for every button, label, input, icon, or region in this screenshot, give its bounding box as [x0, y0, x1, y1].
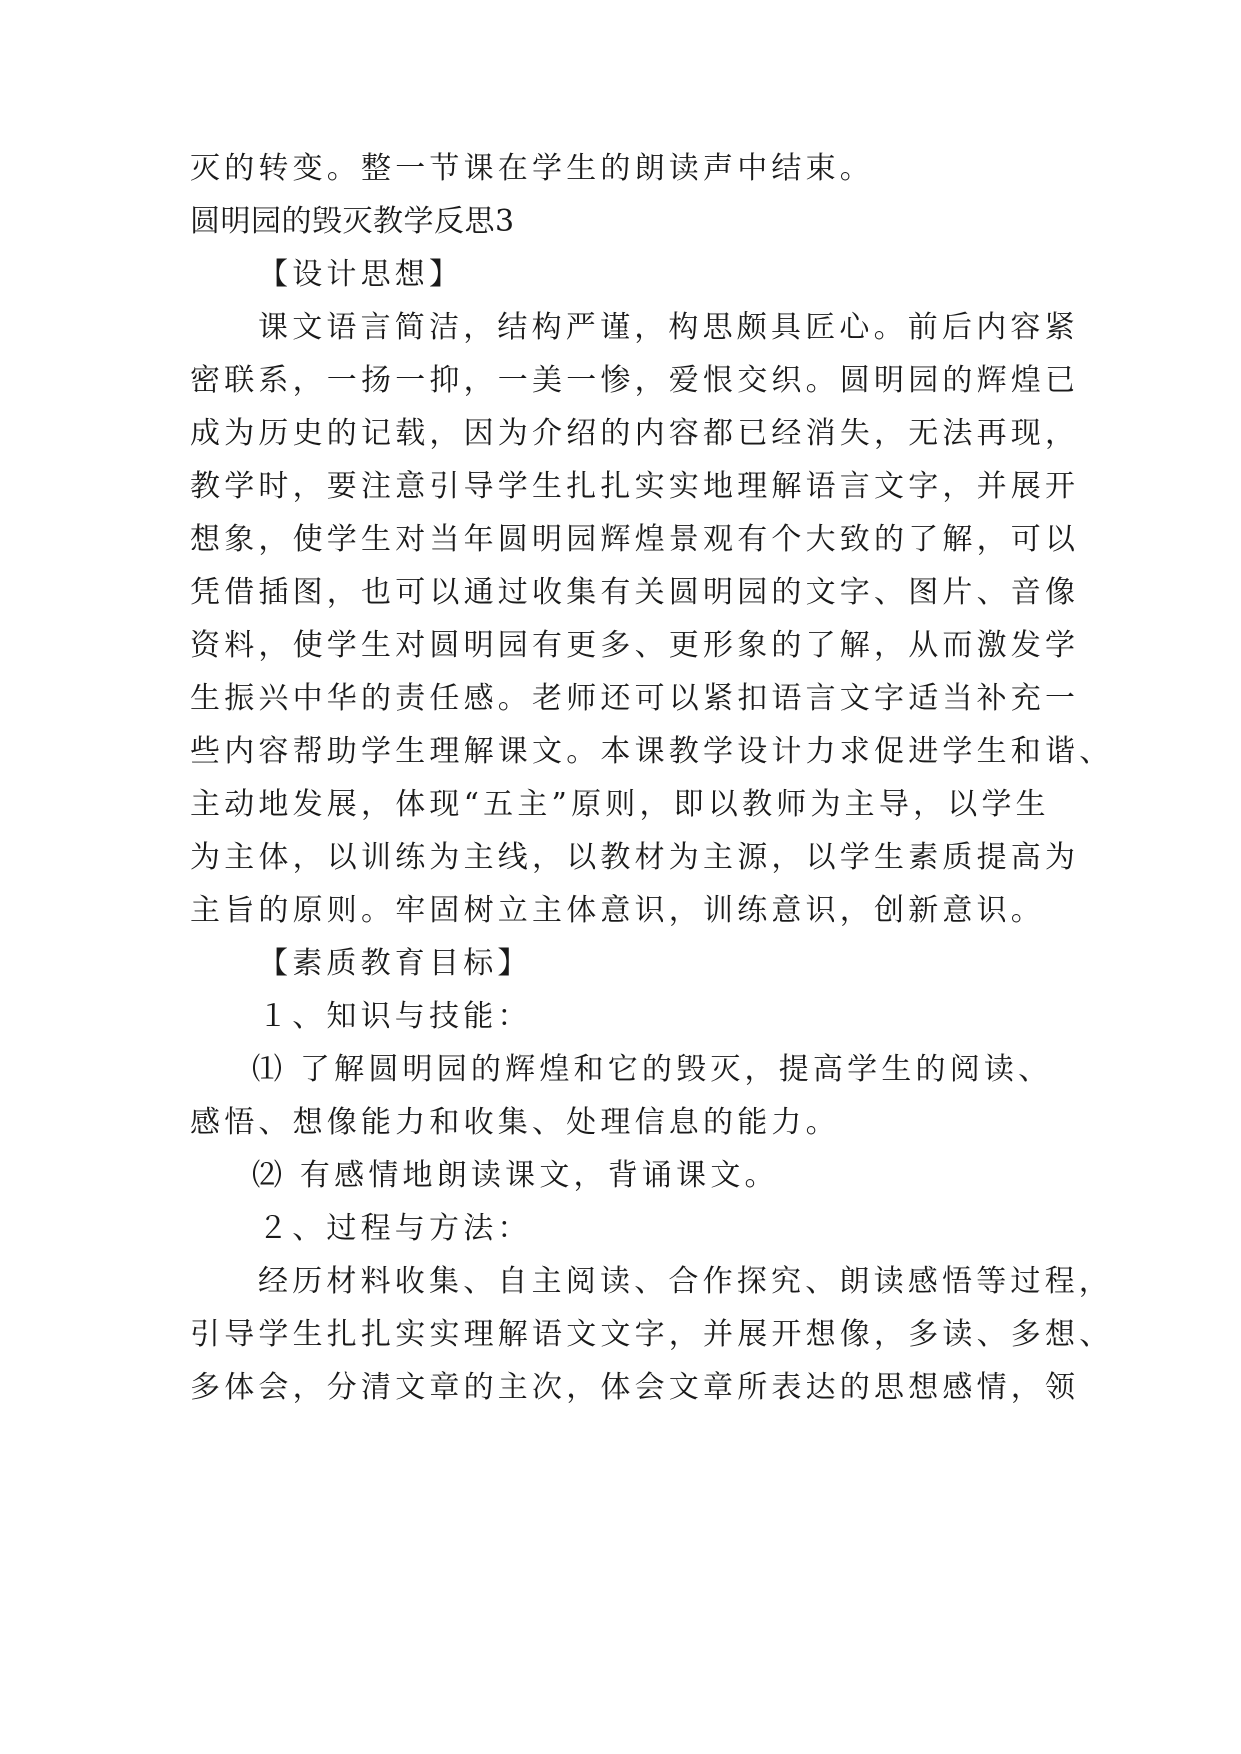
paragraph-line: 课文语言简洁，结构严谨，构思颇具匠心。前后内容紧: [258, 310, 1079, 345]
list-heading: ２、过程与方法：: [258, 1211, 532, 1246]
section-heading: 【素质教育目标】: [258, 946, 532, 981]
paragraph-line: 多体会，分清文章的主次，体会文章所表达的思想感情，领: [190, 1370, 1080, 1405]
paragraph-line: 引导学生扎扎实实理解语文文字，并展开想像，多读、多想、: [190, 1317, 1114, 1352]
paragraph-line: 成为历史的记载，因为介绍的内容都已经消失，无法再现，: [190, 416, 1080, 451]
paragraph-line: 经历材料收集、自主阅读、合作探究、朗读感悟等过程，: [258, 1264, 1113, 1299]
paragraph-line: 密联系，一扬一抑，一美一惨，爱恨交织。圆明园的辉煌已: [190, 363, 1080, 398]
paragraph-line: 为主体，以训练为主线，以教材为主源，以学生素质提高为: [190, 840, 1080, 875]
section-heading: 【设计思想】: [258, 257, 464, 292]
section-title: 圆明园的毁灭教学反思3: [190, 204, 515, 239]
paragraph-line: 些内容帮助学生理解课文。本课教学设计力求促进学生和谐、: [190, 734, 1114, 769]
paragraph-line: 想象，使学生对当年圆明园辉煌景观有个大致的了解，可以: [190, 522, 1080, 557]
paragraph-line: 主旨的原则。牢固树立主体意识，训练意识，创新意识。: [190, 893, 1045, 928]
list-item: ⑵ 有感情地朗读课文，背诵课文。: [252, 1158, 779, 1193]
text-line: 灭的转变。整一节课在学生的朗读声中结束。: [190, 151, 874, 186]
paragraph-line: 教学时，要注意引导学生扎扎实实地理解语言文字，并展开: [190, 469, 1080, 504]
list-item: ⑴ 了解圆明园的辉煌和它的毁灭，提高学生的阅读、: [252, 1052, 1053, 1087]
list-heading: １、知识与技能：: [258, 999, 532, 1034]
list-item-continuation: 感悟、想像能力和收集、处理信息的能力。: [190, 1105, 840, 1140]
paragraph-line: 主动地发展，体现“五主”原则，即以教师为主导，以学生: [190, 787, 1050, 822]
paragraph-line: 凭借插图，也可以通过收集有关圆明园的文字、图片、音像: [190, 575, 1080, 610]
paragraph-line: 资料，使学生对圆明园有更多、更形象的了解，从而激发学: [190, 628, 1080, 663]
paragraph-line: 生振兴中华的责任感。老师还可以紧扣语言文字适当补充一: [190, 681, 1080, 716]
